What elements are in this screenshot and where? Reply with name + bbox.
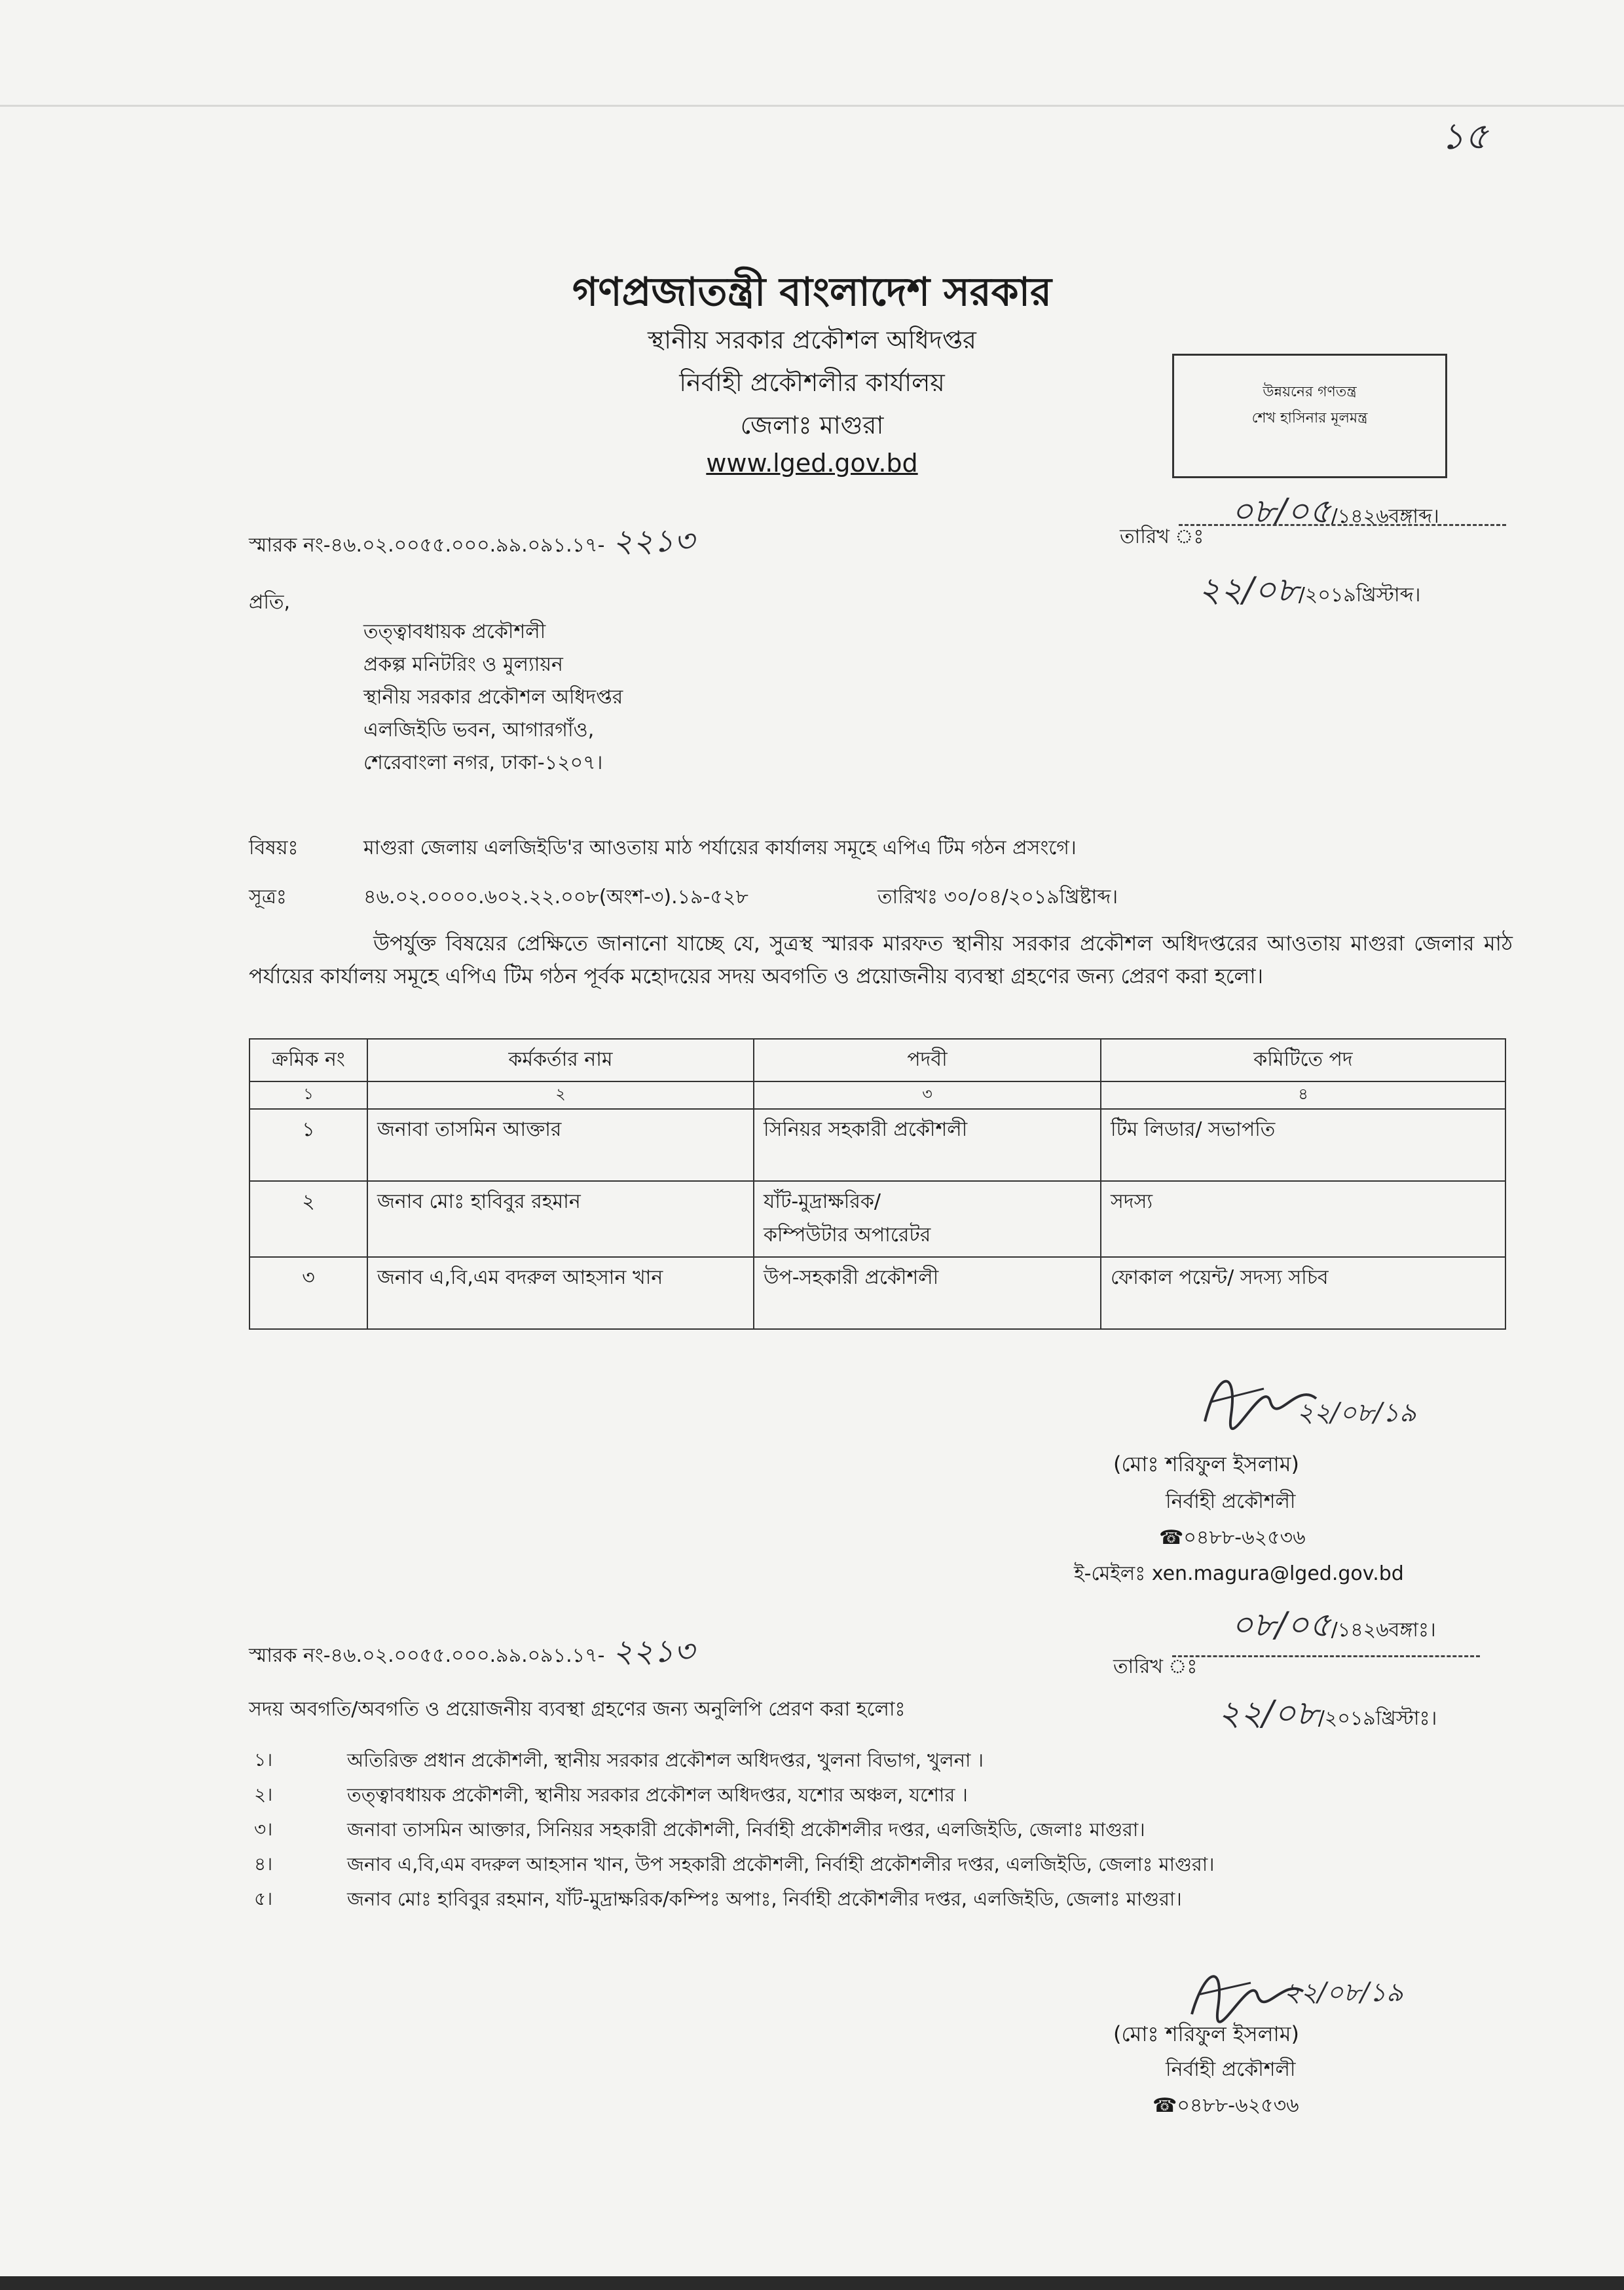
apa-team-table — [249, 1038, 1506, 1330]
recipient-line: স্থানীয় সরকার প্রকৌশল অধিদপ্তর — [363, 686, 623, 709]
copy-date-bangla-suffix: /১৪২৬বঙ্গাঃ। — [1331, 1619, 1436, 1642]
copy-item-number: ২। — [254, 1784, 273, 1805]
header-name: কর্মকর্তার নাম — [367, 1039, 754, 1081]
signatory2-designation: নির্বাহী প্রকৌশলী — [1166, 2058, 1296, 2081]
table-row — [249, 1181, 1505, 1257]
column-number-row — [249, 1081, 1505, 1109]
signatory-email[interactable]: ই-মেইলঃ xen.magura@lged.gov.bd — [1074, 1562, 1404, 1585]
memo-number-handwritten: ২২১৩ — [612, 523, 695, 559]
date-divider — [1179, 524, 1506, 526]
column-number: ১ — [249, 1081, 367, 1109]
table-row — [249, 1109, 1505, 1181]
row-name: জনাবা তাসমিন আক্তার — [367, 1109, 754, 1181]
body-paragraph: উপর্যুক্ত বিষয়ের প্রেক্ষিতে জানানো যাচ্ছে যে, সুত্রস্থ স্মারক মারফত স্থানীয় সরকার প্রকৌশল অধিদপ্তরের আওতায় মাগুরা জেলার মাঠ পর্যায়ের কার্যালয় সমূহে এপিএ টিম গঠন পূর্বক মহোদয়ের সদয় অবগতি ও প্রয়োজনীয় ব্যবস্থা গ্রহণের জন্য প্রেরণ করা হলো। — [249, 931, 1513, 988]
row-committee-role: টিম লিডার/ সভাপতি — [1101, 1109, 1505, 1181]
department-name: স্থানীয় সরকার প্রকৌশল অধিদপ্তর — [648, 326, 976, 354]
memo-number-copy-handwritten: ২২১৩ — [612, 1633, 695, 1670]
copy-item-text: জনাব এ,বি,এম বদরুল আহসান খান, উপ সহকারী প্রকৌশলী, নির্বাহী প্রকৌশলীর দপ্তর, এলজিইডি, জেলাঃ মাগুরা। — [347, 1853, 1215, 1875]
copy-item-text: জনাব মোঃ হাবিবুর রহমান, যাঁট-মুদ্রাক্ষরিক/কম্পিঃ অপাঃ, নির্বাহী প্রকৌশলীর দপ্তর, এলজিইডি, জেলাঃ মাগুরা। — [347, 1888, 1182, 1910]
signatory-phone: ☎০৪৮৮-৬২৫৩৬ — [1159, 1526, 1306, 1549]
recipient-line: তত্ত্বাবধায়ক প্রকৌশলী — [363, 620, 546, 643]
signature2-date-handwritten: ২২/০৮/১৯ — [1283, 1978, 1403, 2008]
copy-date-gregorian — [1218, 1687, 1437, 1744]
row-designation-line: যাঁট-মুদ্রাক্ষরিক/ — [764, 1190, 881, 1213]
header-committee-role: কমিটিতে পদ — [1101, 1039, 1505, 1081]
memo-number — [249, 517, 694, 569]
subject-label: বিষয়ঃ — [249, 836, 299, 859]
copy-date-bangla — [1231, 1598, 1436, 1655]
copy-date-bangla-handwritten: ০৮/০৫ — [1231, 1605, 1331, 1645]
signatory-designation: নির্বাহী প্রকৌশলী — [1166, 1490, 1296, 1513]
column-number: ৪ — [1101, 1081, 1505, 1109]
row-designation — [754, 1257, 1101, 1329]
memo-number-copy — [249, 1628, 694, 1680]
table-header-row — [249, 1039, 1505, 1081]
row-designation — [754, 1181, 1101, 1257]
row-serial: ২ — [249, 1181, 367, 1257]
district-name: জেলাঃ মাগুরা — [740, 411, 884, 440]
row-serial: ১ — [249, 1109, 367, 1181]
signature-date-handwritten: ২২/০৮/১৯ — [1297, 1398, 1416, 1428]
header-serial: ক্রমিক নং — [249, 1039, 367, 1081]
column-number: ২ — [367, 1081, 754, 1109]
date-gregorian-handwritten: ২২/০৮ — [1198, 571, 1299, 610]
date-bangla — [1231, 485, 1439, 542]
date-bangla-suffix: /১৪২৬বঙ্গাব্দ। — [1331, 505, 1439, 528]
copy-intro: সদয় অবগতি/অবগতি ও প্রয়োজনীয় ব্যবস্থা গ্রহণের জন্য অনুলিপি প্রেরণ করা হলোঃ — [249, 1698, 906, 1721]
copy-item-text: তত্ত্বাবধায়ক প্রকৌশলী, স্থানীয় সরকার প্রকৌশল অধিদপ্তর, যশোর অঞ্চল, যশোর । — [347, 1784, 968, 1806]
reference-number: ৪৬.০২.০০০০.৬০২.২২.০০৮(অংশ-৩).১৯-৫২৮ — [363, 886, 748, 909]
recipient-line: প্রকল্প মনিটরিং ও মুল্যায়ন — [363, 653, 563, 676]
row-designation-line: উপ-সহকারী প্রকৌশলী — [764, 1266, 939, 1289]
recipient-line: শেরেবাংলা নগর, ঢাকা-১২০৭। — [363, 751, 603, 774]
row-designation-line: সিনিয়র সহকারী প্রকৌশলী — [764, 1118, 968, 1141]
memo-number-copy-label: স্মারক নং-৪৬.০২.০০৫৫.০০০.৯৯.০৯১.১৭- — [249, 1644, 605, 1667]
column-number: ৩ — [754, 1081, 1101, 1109]
copy-item-text: জনাবা তাসমিন আক্তার, সিনিয়র সহকারী প্রকৌশলী, নির্বাহী প্রকৌশলীর দপ্তর, এলজিইডি, জেলাঃ মাগুরা। — [347, 1818, 1145, 1841]
date-gregorian-suffix: /২০১৯খ্রিস্টাব্দ। — [1298, 584, 1421, 607]
memo-number-label: স্মারক নং-৪৬.০২.০০৫৫.০০০.৯৯.০৯১.১৭- — [249, 534, 605, 557]
page-number: ১৫ — [1441, 115, 1488, 158]
reference-date: তারিখঃ ৩০/০৪/২০১৯খ্রিষ্টাব্দ। — [877, 886, 1118, 909]
date-label: তারিখ ঃ — [1120, 525, 1204, 548]
copy-date-label: তারিখ ঃ — [1113, 1655, 1198, 1678]
recipient-label: প্রতি, — [249, 591, 291, 614]
slogan-line-2: শেখ হাসিনার মূলমন্ত্র — [1251, 410, 1368, 426]
row-committee-role: ফোকাল পয়েন্ট/ সদস্য সচিব — [1101, 1257, 1505, 1329]
signatory2-name: (মোঃ শরিফুল ইসলাম) — [1113, 2021, 1300, 2046]
copy-date-divider — [1172, 1655, 1480, 1657]
slogan-line-1: উন্নয়নের গণতন্ত্র — [1263, 384, 1357, 400]
office-name: নির্বাহী প্রকৌশলীর কার্যালয় — [679, 368, 945, 397]
scan-top-line — [0, 105, 1624, 107]
copy-item-number: ৫। — [254, 1888, 273, 1909]
row-serial: ৩ — [249, 1257, 367, 1329]
row-designation — [754, 1109, 1101, 1181]
recipient-line: এলজিইডি ভবন, আগারগাঁও, — [363, 719, 595, 741]
row-committee-role: সদস্য — [1101, 1181, 1505, 1257]
row-name: জনাব এ,বি,এম বদরুল আহসান খান — [367, 1257, 754, 1329]
slogan-box — [1172, 354, 1447, 478]
date-gregorian — [1198, 563, 1420, 620]
copy-item-number: ১। — [254, 1749, 273, 1771]
signatory-name: (মোঃ শরিফুল ইসলাম) — [1113, 1452, 1300, 1476]
copy-item-text: অতিরিক্ত প্রধান প্রকৌশলী, স্থানীয় সরকার প্রকৌশল অধিদপ্তর, খুলনা বিভাগ, খুলনা । — [347, 1749, 984, 1771]
table-row — [249, 1257, 1505, 1329]
copy-date-gregorian-suffix: /২০১৯খ্রিস্টাঃ। — [1318, 1707, 1437, 1730]
reference-label: সূত্রঃ — [249, 886, 287, 909]
header-designation: পদবী — [754, 1039, 1101, 1081]
subject-text: মাগুরা জেলায় এলজিইডি'র আওতায় মাঠ পর্যায়ের কার্যালয় সমূহে এপিএ টিম গঠন প্রসংগে। — [363, 836, 1077, 859]
row-designation-line-2: কম্পিউটার অপারেটর — [764, 1224, 931, 1247]
website-link[interactable]: www.lged.gov.bd — [706, 449, 918, 478]
copy-item-number: ৪। — [254, 1853, 273, 1875]
signatory2-phone: ☎০৪৮৮-৬২৫৩৬ — [1153, 2094, 1299, 2117]
date-bangla-handwritten: ০৮/০৫ — [1231, 492, 1331, 531]
copy-item-number: ৩। — [254, 1818, 273, 1840]
scan-bottom-edge — [0, 2276, 1624, 2290]
government-title: গণপ্রজাতন্ত্রী বাংলাদেশ সরকার — [572, 269, 1052, 315]
row-name: জনাব মোঃ হাবিবুর রহমান — [367, 1181, 754, 1257]
copy-date-gregorian-handwritten: ২২/০৮ — [1218, 1694, 1318, 1733]
